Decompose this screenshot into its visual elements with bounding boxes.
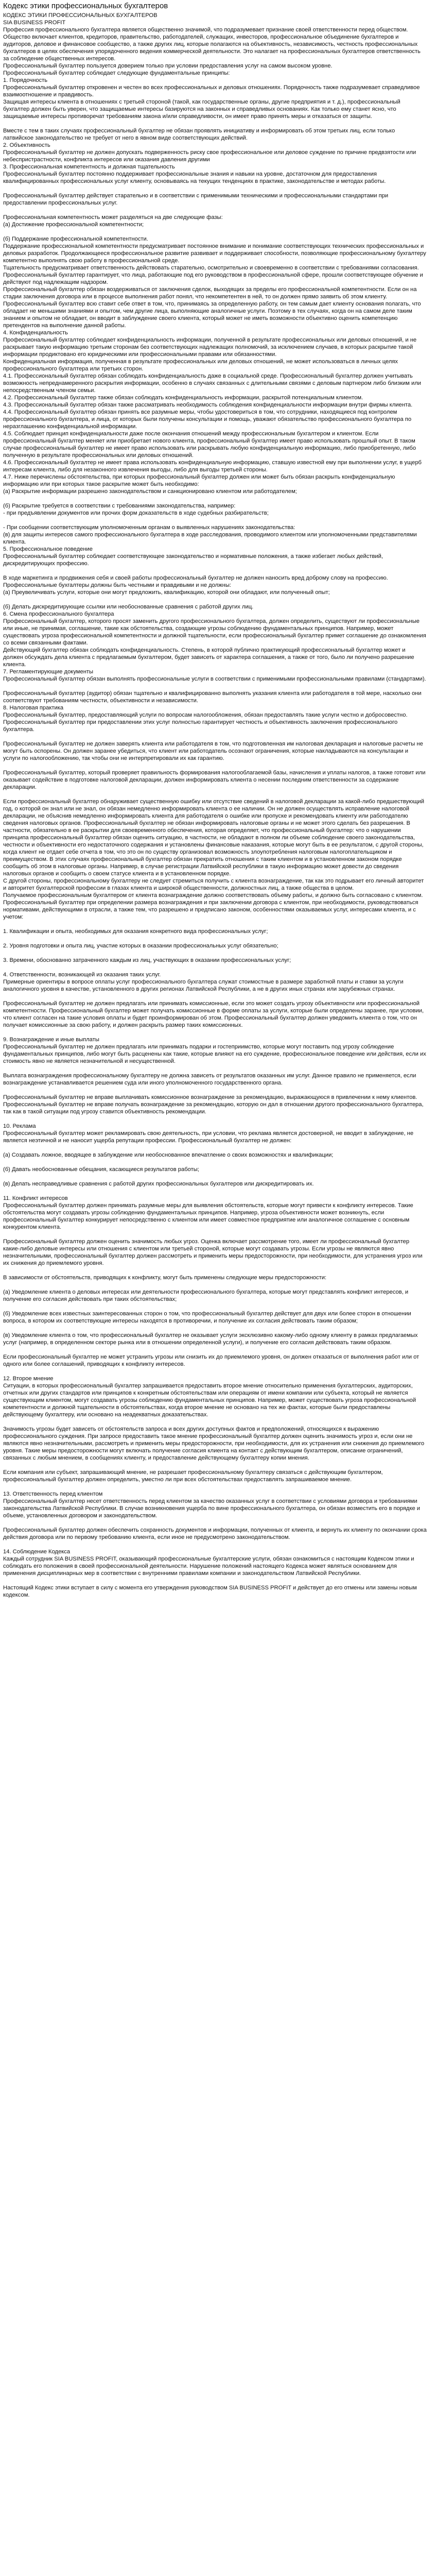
paragraph: Профессиональный бухгалтер не должен допускать подверженность риску свое профессиональное или деловое суждение по причине предвзятости или небеспристрастности, конфликта интересов или оказания давления другими [3, 149, 418, 163]
paragraph: - При сообщении соответствующим уполномоченным органам о выявленных нарушениях законодательства: [3, 524, 295, 531]
paragraph: 11. Конфликт интересов [3, 1195, 68, 1201]
paragraph: Профессиональный бухгалтер постоянно поддерживает профессиональные знания и навыки на уровне, достаточном для предоставления квалифицированных профессиональных услуг клиенту, основываясь на текущих тенденциях в практике, законодательстве и методах работы. [3, 171, 386, 184]
paragraph: 2. Уровня подготовки и опыта лиц, участие которых в оказании профессиональных услуг обязательно; [3, 943, 278, 949]
paragraph: Профессиональный бухгалтер обязан воздерживаться от заключения сделок, выходящих за пределы его профессиональной компетентности. Если он на стадии заключения договора или в процессе выполнения работ понял, что некомпетентен в ней, то он должен прямо заявить об этом клиенту. [3, 286, 418, 300]
paragraph: (в) для защиты интересов самого профессионального бухгалтера в ходе расследования, проводимого клиентом или уполномоченными представителями клиента. [3, 532, 418, 545]
paragraph: Профессиональный бухгалтер всю ставит себе ответ в том, что, принимаясь за определенную работу, он тем самым дает клиенту основания полагать, что обладает не меньшими знаниями и опытом, чем другие лица, выполняющие аналогичные услуги. Поэтому в тех случаях, когда он на самом деле таким знанием и опытом не обладает, он вводит в заблуждение своего клиента, который может не иметь возможности объективно оценить компетенцию претендентов на выполнение данной работы. [3, 301, 423, 329]
paragraph: Каждый сотрудник SIA BUSINESS PROFIT, оказывающий профессиональные бухгалтерские услуги, обязан ознакомиться с настоящим Кодексом этики и соблюдать его положения в своей профессиональной деятельности. Нарушение положений настоящего Кодекса может являться основанием для применения дисциплинарных мер в соответствии с внутренними правилами компании и законодательством Латвийской Республики. [3, 1556, 416, 1577]
paragraph: Получаемое профессиональным бухгалтером от клиента вознаграждение должно соответствовать объему работы, и должно быть согласовано с клиентом. Профессиональный бухгалтер при определении размера вознаграждения и при заключении договора с клиентом, при необходимости, руководствоваться нормативами, действующими в отрасли, а также тем, что разрешено и предписано законом, особенностями оказываемых услуг, интересами клиента, и с учетом: [3, 892, 425, 920]
paragraph: Профессиональный бухгалтер соблюдает следующие фундаментальные принципы: [3, 70, 230, 76]
paragraph: 4. Ответственности, возникающей из оказания таких услуг. [3, 972, 161, 978]
paragraph: Примерные ориентиры в вопросе оплаты услуг профессионального бухгалтера служат стоимостные в размере заработной платы и ставки за услуги аналогичного уровня в качестве, установленного в других регионах Латвийской Республики, а не в других иных странах или зарубежных странах. [3, 979, 405, 992]
company-name: SIA BUSINESS PROFIT [3, 20, 66, 26]
blank-line [3, 495, 427, 502]
document-heading: КОДЕКС ЭТИКИ ПРОФЕССИОНАЛЬНЫХ БУХГАЛТЕРОВ [3, 12, 158, 19]
paragraph: Значимость угрозы будет зависеть от обстоятельств запроса и всех других доступных фактов и предположений, относящихся к выражению профессионального суждения. При запросе предоставить такое мнение профессиональный бухгалтер должен оценить значимость угроз и, если они не являются явно незначительными, рассмотреть и применить меры предосторожности, при необходимости, для их устранения или снижения до приемлемого уровня. Такие меры предосторожности могут включать получение согласия клиента на контакт с действующим бухгалтером, описание ограничений, связанных с любым мнением, в сообщениях клиенту, и предоставление действующему бухгалтеру копии мнения. [3, 1426, 426, 1461]
paragraph: Если профессиональный бухгалтер обнаруживает существенную ошибку или отсутствие сведений в налоговой декларации за какой-либо предшествующий год, о которой он знал или не знал, он обязан немедленно информировать клиента о ее наличии. Он не должен осуществлять исправление налоговой декларации, не объяснив немедленно информировать клиента для работодателя о ошибке или пропуске и рекомендовать клиенту или работодателю сведения налоговых органов. Профессиональный бухгалтер не обязан информировать налоговые органы и не может этого сделать без разрешения. В частности, обязательно в ее раскрытии для своевременного обеспечения, которая определяет, что профессиональный бухгалтер: что о нарушении принципа профессиональный бухгалтер обязан оценить ситуацию, в частности, не обладают в полном ли объеме соблюдение своего законодательства, честности и объективности его недостаточного содержания и установлены финансовые наказания, которые могут быть в ее результатом, с другой стороны, когда клиент не отдает себе отчета в том, что это он по существу организовал возможность злоупотребления налоговым налогоплательщиком и преимуществом. В этих случаях профессиональный бухгалтер обязан прекратить отношения с таким клиентом и в установленном законом порядке сообщить об этом в налоговые органы. Например, в случае регистрации Латвийской республики в такую информацию может довести до сведения налоговых органов и сообщить о своем статусе клиента и в установленном порядке. [3, 799, 426, 877]
paragraph: Профессиональный бухгалтер откровенен и честен во всех профессиональных и деловых отношениях. Порядочность также подразумевает справедливое взаимоотношение и правдивость. [3, 84, 422, 98]
blank-line [3, 1159, 427, 1166]
paragraph: 3. Времени, обоснованно затраченного каждым из лиц, участвующих в оказании профессиональных услуг; [3, 957, 291, 963]
blank-line [3, 228, 427, 235]
paragraph: 7. Регламентирующие документы [3, 669, 94, 675]
blank-line [3, 762, 427, 769]
paragraph: Тщательность предусматривает ответственность действовать старательно, осмотрительно и своевременно в соответствии с требованиями согласования. [3, 265, 419, 271]
paragraph: Профессиональный бухгалтер гарантирует, что лица, работающие под его руководством в профессиональной сфере, прошли соответствующее обучение и действуют под надлежащим надзором. [3, 272, 425, 285]
blank-line [3, 1267, 427, 1274]
blank-line [3, 1418, 427, 1426]
paragraph: Профессиональный бухгалтер может рекламировать свою деятельность, при условии, что реклама является достоверной, не вводит в заблуждение, не является неэтичной и не наносит ущерба репутации профессии. Профессиональный бухгалтер не должен: [3, 1130, 415, 1144]
paragraph: 1. Квалификации и опыта, необходимых для оказания конкретного вида профессиональных услуг; [3, 928, 268, 935]
paragraph: (а) Создавать ложное, вводящее в заблуждение или необоснованное впечатление о своих возможностях и квалификации; [3, 1152, 334, 1158]
paragraph: Профессиональный бухгалтер не вправе выплачивать комиссионное вознаграждение за рекомендацию, выражающуюся в привлечении к нему клиентов. Профессиональный бухгалтер не вправе получать вознаграждение за рекомендацию, которую он дал в отношении другого профессионального бухгалтера, так как в такой ситуации под угрозу ставится объективность рекомендации. [3, 1094, 425, 1115]
blank-line [3, 993, 427, 1000]
document-body [3, 26, 427, 1599]
paragraph: 5. Профессиональное поведение [3, 546, 93, 552]
paragraph: 3. Профессиональная компетентность и должная тщательность [3, 164, 175, 170]
paragraph: 13. Ответственность перед клиентом [3, 1491, 103, 1497]
paragraph: 4.7. Ниже перечислены обстоятельства, при которых профессиональный бухгалтер должен или может быть обязан раскрыть конфиденциальную информацию или при которых такое раскрытие может быть необходимо: [3, 474, 397, 487]
paragraph: 14. Соблюдение Кодекса [3, 1549, 71, 1555]
paragraph: Профессиональная компетентность может разделяться на две следующие фазы: [3, 214, 223, 221]
paragraph: Профессия профессионального бухгалтера является общественно значимой, что подразумевает признание своей ответственности перед обществом. Общество включает клиентов, кредиторов, правительство, работодателей, служащих, инвесторов, профессиональное объединение бухгалтеров и аудиторов, деловое и финансовое сообщество, а также других лиц, которые полагаются на объективность, независимость, честность профессиональных бухгалтеров в целях обеспечения упорядоченного ведения коммерческой деятельности. Это налагает на профессиональных бухгалтеров ответственность за соблюдение общественных интересов. [3, 27, 422, 62]
blank-line [3, 1188, 427, 1195]
paragraph: Профессиональный бухгалтер соблюдает соответствующее законодательство и нормативные положения, а также избегает любых действий, дискредитирующих профессию. [3, 553, 385, 567]
paragraph: Профессиональный бухгалтер должен оценить значимость любых угроз. Оценка включает рассмотрение того, имеет ли профессиональный бухгалтер какие-либо деловые интересы или отношения с клиентом или третьей стороной, которые могут создавать угрозы. Если угрозы не являются явно незначительными, профессиональный бухгалтер должен рассмотреть и применить меры предосторожности, при необходимости, для устранения угроз или их снижения до приемлемого уровня. [3, 1239, 424, 1266]
blank-line [3, 1346, 427, 1353]
paragraph: Если компания или субъект, запрашивающий мнение, не разрешает профессиональному бухгалтеру связаться с действующим бухгалтером, профессиональный бухгалтер должен определить, уместно ли при всех обстоятельствах предоставлять запрашиваемое мнение. [3, 1469, 385, 1483]
blank-line [3, 1483, 427, 1490]
paragraph: - при предъявлении документов или прочих форм доказательств в ходе судебных разбирательств; [3, 510, 269, 516]
paragraph: Защищая интересы клиента в отношениях с третьей стороной (такой, как государственные органы, другие предприятия и т. д.), профессиональный бухгалтер должен быть уверен, что защищаемые интересы базируются на законных и справедливых основаниях. Как только ему станет ясно, что защищаемые интересы противоречат требованиям закона и/или справедливости, он имеет право принять меры и отказаться от защиты. [3, 99, 402, 120]
blank-line [3, 964, 427, 971]
paragraph: В зависимости от обстоятельств, приводящих к конфликту, могут быть применены следующие меры предосторожности: [3, 1275, 327, 1281]
blank-line [3, 1029, 427, 1036]
paragraph: 4.6. Профессиональный бухгалтер не имеет права использовать конфиденциальную информацию, ставшую известной ему при выполнении услуг, в ущерб интересам клиента, либо для незаконного извлечения выгоды, либо для выгоды третьей стороны. [3, 460, 424, 473]
blank-line [3, 950, 427, 957]
paragraph: 2. Объективность [3, 142, 50, 148]
paragraph: (б) Давать необоснованные обещания, касающиеся результатов работы; [3, 1166, 199, 1173]
paragraph: 10. Реклама [3, 1123, 36, 1129]
blank-line [3, 1231, 427, 1238]
paragraph: 8. Налоговая практика [3, 705, 64, 711]
paragraph: Профессиональный бухгалтер не должен предлагать или принимать подарки и гостеприимство, которые могут поставить под угрозу соблюдение фундаментальных принципов, либо могут быть расценены как такие, которые влияют на его суждение, профессиональное поведение или действия, если их стоимость явно не является незначительной и несущественной. [3, 1044, 428, 1064]
paragraph: Профессиональный бухгалтер пользуется доверием только при условии предоставления услуг на самом высоком уровне. [3, 63, 333, 69]
paragraph: С другой стороны, профессиональному бухгалтеру не следует стремиться получить с клиента вознаграждение, так как это подрывает его личный авторитет и авторитет бухгалтерской профессии в глазах клиента и широкой общественности, должностных лиц, а также общества в целом. [3, 878, 426, 891]
paragraph: 4.2. Профессиональный бухгалтер также обязан соблюдать конфиденциальность информации, раскрытой потенциальным клиентом. [3, 395, 363, 401]
paragraph: В ходе маркетинга и продвижения себя и своей работы профессиональный бухгалтер не должен наносить вред доброму слову на профессию. Профессиональные бухгалтеры должны быть честными и правдивыми и не должны: [3, 575, 390, 588]
paragraph: Поддержание профессиональной компетентности предусматривает постоянное внимание и понимание соответствующих технических профессиональных и деловых разработок. Продолжающееся профессиональное развитие развивает и поддерживает способности, позволяющие профессиональному бухгалтеру компетентно выполнять свою работу в профессиональной среде. [3, 243, 428, 264]
blank-line [3, 683, 427, 690]
paragraph: Профессиональный бухгалтер должен принимать разумные меры для выявления обстоятельств, которые могут привести к конфликту интересов. Такие обстоятельства могут создавать угрозы соблюдению фундаментальных принципов. Например, угроза объективности может возникнуть, если профессиональный бухгалтер конкурирует непосредственно с клиентом или имеет совместное предприятие или аналогичное соглашение с основным конкурентом клиента. [3, 1202, 415, 1230]
paragraph: (б) Уведомление всех известных заинтересованных сторон о том, что профессиональный бухгалтер действует для двух или более сторон в отношении вопроса, в котором их соответствующие интересы находятся в противоречии, и получение их согласия действовать таким образом; [3, 1311, 413, 1324]
blank-line [3, 1325, 427, 1332]
paragraph: (в) Делать несправедливые сравнения с работой других профессиональных бухгалтеров или дискредитировать их. [3, 1181, 314, 1187]
paragraph: Настоящий Кодекс этики вступает в силу с момента его утверждения руководством SIA BUSINESS PROFIT и действует до его отмены или замены новым кодексом. [3, 1585, 418, 1598]
paragraph: 9. Вознаграждение и иные выплаты [3, 1037, 99, 1043]
paragraph: Вместе с тем в таких случаях профессиональный бухгалтер не обязан проявлять инициативу и информировать об этом третьих лиц, если только латвийское законодательство не требует от него в явном виде соответствующих действий. [3, 128, 397, 141]
blank-line [3, 733, 427, 740]
blank-line [3, 1065, 427, 1072]
paragraph: Профессиональный бухгалтер должен обеспечить сохранность документов и информации, полученных от клиента, и вернуть их клиенту по окончании срока действия договора или по первому требованию клиента, если иное не предусмотрено законодательством. [3, 1527, 429, 1540]
blank-line [3, 596, 427, 603]
blank-line [3, 1577, 427, 1584]
blank-line [3, 1462, 427, 1469]
paragraph: Если профессиональный бухгалтер не может устранить угрозы или снизить их до приемлемого уровня, он должен отказаться от выполнения работ или от одного или более соглашений, приводящих к конфликту интересов. [3, 1354, 421, 1367]
paragraph: Профессиональный бухгалтер действует старательно и в соответствии с применимыми техническими и профессиональными стандартами при предоставлении профессиональных услуг. [3, 193, 390, 206]
paragraph: (в) Уведомление клиента о том, что профессиональный бухгалтер не оказывает услуги эксклюзивно какому-либо одному клиенту в рамках предлагаемых услуг (например, в определенном секторе рынка или в отношении определенной услуги), и получение его согласия действовать таким образом. [3, 1332, 420, 1346]
paragraph: (б) Поддержание профессиональной компетентности. [3, 236, 148, 242]
blank-line [3, 791, 427, 798]
paragraph: (а) Уведомление клиента о деловых интересах или деятельности профессионального бухгалтера, которые могут представлять конфликт интересов, и получение его согласия действовать при таких обстоятельствах; [3, 1289, 410, 1302]
blank-line [3, 1519, 427, 1527]
paragraph: (а) Преувеличивать услуги, которые они могут предложить, квалификацию, которой они обладают, или полученный опыт; [3, 589, 330, 596]
paragraph: Профессиональный бухгалтер соблюдает конфиденциальность информации, полученной в результате профессиональных или деловых отношений, и не раскрывает такую информацию третьим сторонам без соответствующих надлежащих полномочий, за исключением случаев, в которых раскрытие такой информации продиктовано его юридическими или профессиональными правами или обязанностями. [3, 337, 418, 358]
paragraph: 4.3. Профессиональный бухгалтер обязан также рассматривать необходимость соблюдения конфиденциальности информации внутри фирмы клиента. [3, 402, 413, 408]
paragraph: Профессиональный бухгалтер обязан выполнять профессиональные услуги в соответствии с применимыми профессиональными правилами (стандартами). [3, 676, 426, 682]
paragraph: (а) Раскрытие информации разрешено законодательством и санкционировано клиентом или работодателем; [3, 488, 297, 495]
blank-line [3, 517, 427, 524]
paragraph: 4.1. Профессиональный бухгалтер обязан соблюдать конфиденциальность даже в социальной среде. Профессиональный бухгалтер должен учитывать возможность непреднамеренного раскрытия информации, особенно в случаях связанных с длительными связями с деловым партнером либо близким или непосредственным членом семьи. [3, 373, 423, 394]
paragraph: Профессиональный бухгалтер, который проверяет правильность формирования налогооблагаемой базы, начисления и уплаты налогов, а также готовит или оказывает содействие в подготовке налоговой декларации, должен информировать клиента о несении последним ответственности за содержание декларации. [3, 770, 427, 790]
blank-line [3, 185, 427, 192]
blank-line [3, 1173, 427, 1180]
blank-line [3, 1368, 427, 1375]
paragraph: (а) Достижение профессиональной компетентности; [3, 222, 144, 228]
blank-line [3, 1115, 427, 1123]
paragraph: Профессиональный бухгалтер не должен заверять клиента или работодателя в том, что подготовленная им налоговая декларация и налоговые расчеты не могут быть оспорены. Он должен заранее убедиться, что клиент или работодатель осознают ограничения, которые накладываются на консультации и услуги по налогообложению, так чтобы они не интерпретировали их как гарантию. [3, 741, 425, 761]
blank-line [3, 1281, 427, 1289]
paragraph: 4. Конфиденциальность [3, 330, 68, 336]
blank-line [3, 1087, 427, 1094]
paragraph: 4.4. Профессиональный бухгалтер обязан принять все разумные меры, чтобы удостовериться в том, что сотрудники, находящиеся под контролем профессионального бухгалтера, и лица, от которых были получены консультации и помощь, уважают обязательство профессионального бухгалтера по неразглашению конфиденциальной информации. [3, 409, 413, 430]
paragraph: (б) Делать дискредитирующие ссылки или необоснованные сравнения с работой других лиц. [3, 604, 254, 610]
paragraph: 4.5. Соблюдает принцип конфиденциальности даже после окончания отношений между профессиональным бухгалтером и клиентом. Если профессиональный бухгалтер меняет или приобретает нового клиента, профессиональный бухгалтер имеет право использовать прошлый опыт. В таком случае профессиональный бухгалтер не имеет право использовать или раскрывать любую конфиденциальную информацию, либо приобретенную, либо полученную в результате профессиональных или деловых отношений. [3, 431, 418, 459]
blank-line [3, 120, 427, 127]
paragraph: 1. Порядочность [3, 77, 48, 83]
paragraph: Профессиональный бухгалтер (аудитор) обязан тщательно и квалифицированно выполнять указания клиента или работодателя в той мере, насколько они соответствуют требованиям честности, объективности и независимости. [3, 690, 423, 704]
paragraph: Профессиональный бухгалтер не должен предлагать или принимать комиссионные, если это может создать угрозу объективности или профессиональной компетентности. Профессиональный бухгалтер может получать комиссионные в форме оплаты за услуги, которые были определены заранее, при условии, что клиент согласен на такие условия оплаты и будет проинформирован об этом. Профессиональный бухгалтер должен уведомить клиента о том, что он получает комиссионные за свою работу, и должен раскрыть размер таких комиссионных. [3, 1001, 426, 1028]
blank-line [3, 1144, 427, 1151]
paragraph: Конфиденциальная информация, полученная в результате профессиональных или деловых отношений, не может использоваться в личных целях профессионального бухгалтера или третьих сторон. [3, 359, 400, 372]
paragraph: 6. Смена профессионального бухгалтера [3, 611, 114, 617]
paragraph: 12. Второе мнение [3, 1376, 54, 1382]
paragraph: Профессиональный бухгалтер несет ответственность перед клиентом за качество оказанных услуг в соответствии с условиями договора и требованиями законодательства Латвийской Республики. В случае возникновения ущерба по вине профессионального бухгалтера, он обязан возместить его в порядке и объеме, установленных договором и законодательством. [3, 1498, 422, 1519]
page-title: Кодекс этики профессиональных бухгалтеров [3, 2, 168, 10]
paragraph: Действующий бухгалтер обязан соблюдать конфиденциальность. Степень, в которой публично практикующий профессиональный бухгалтер может и должен обсуждать дела клиента с предлагаемым бухгалтером, будет зависеть от характера соглашения, а также от того, было ли получено разрешение клиента. [3, 647, 416, 668]
blank-line [3, 935, 427, 942]
paragraph: Профессиональный бухгалтер, которого просят заменить другого профессионального бухгалтера, должен определить, существуют ли профессиональные или иные, не принимая, соглашение, такие как обстоятельства, создающие угрозы соблюдению фундаментальных принципов. Например, может существовать угроза профессиональной компетентности и должной тщательности, если профессиональный бухгалтер примет соглашение до ознакомления со всеми связанными фактами. [3, 618, 428, 646]
paragraph: Профессиональный бухгалтер, предоставляющий услуги по вопросам налогообложения, обязан предоставлять такие услуги честно и добросовестно. Профессиональный бухгалтер при предоставлении этих услуг полностью гарантирует честность и объективность заключения профессионального бухгалтера. [3, 712, 409, 733]
blank-line [3, 567, 427, 574]
paragraph: (б) Раскрытие требуется в соответствии с требованиями законодательства, например: [3, 503, 236, 509]
blank-line [3, 1303, 427, 1310]
blank-line [3, 921, 427, 928]
blank-line [3, 207, 427, 214]
paragraph: Ситуации, в которых профессиональный бухгалтер запрашивается предоставить второе мнение относительно применения бухгалтерских, аудиторских, отчетных или других стандартов или принципов к конкретным обстоятельствам или операциям от имени компании или субъекта, который не является существующим клиентом, могут создавать угрозы соблюдению фундаментальных принципов. Например, может существовать угроза профессиональной компетентности и должной тщательности в обстоятельствах, когда второе мнение не основано на тех же фактах, которые были предоставлены действующему бухгалтеру, или основано на неадекватных доказательствах. [3, 1383, 418, 1418]
blank-line [3, 1541, 427, 1548]
paragraph: Выплата вознаграждения профессиональному бухгалтеру не должна зависеть от результатов оказанных им услуг. Данное правило не применяется, если вознаграждение устанавливается решением суда или иного уполномоченного государственного органа. [3, 1073, 418, 1086]
